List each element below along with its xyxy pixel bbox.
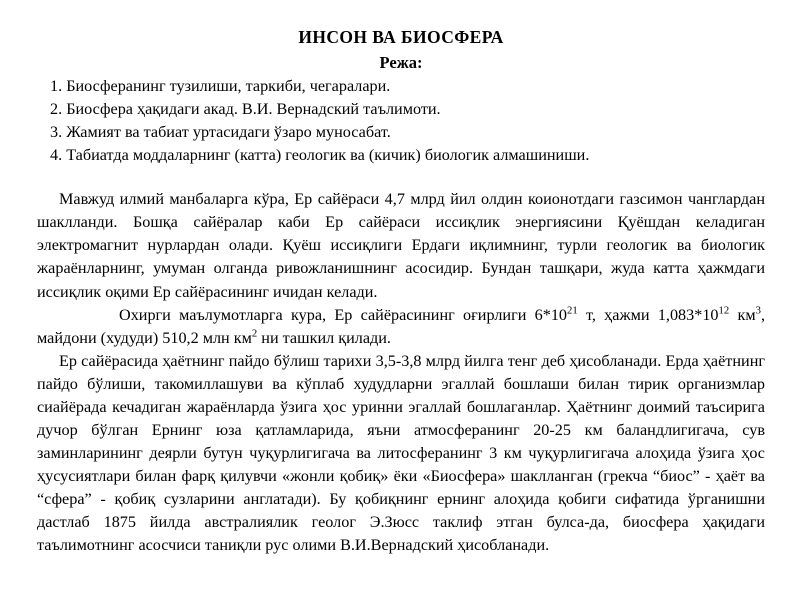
- list-item: 3. Жамият ва табиат уртасидаги ўзаро муносабат.: [50, 123, 391, 142]
- plan-list: [37, 75, 765, 167]
- paragraph-text-segment: Охирги маълумотларга кура, Ер сайёрасининг оғирлиги 6*10: [119, 305, 568, 324]
- exponent-cubic: 3: [755, 304, 761, 317]
- paragraph-earth-mass-volume: [37, 304, 765, 350]
- paragraph-text-segment: , майдони (худуди) 510,2 млн км: [37, 305, 765, 347]
- list-item: 1. Биосферанинг тузилиши, таркиби, чегаралари.: [50, 77, 391, 96]
- exponent-12: 12: [718, 304, 730, 317]
- paragraph-origin-of-earth: Мавжуд илмий манбаларга кўра, Ер сайёраси 4,7 млрд йил олдин коионотдаги газсимон чанглардан шаклланди. Бошқа сайёралар каби Ер сайёраси иссиқлик энергиясини Қуёшдан келадиган электромагнит нурлардан олади. Қуёш иссиқлиги Ердаги иқлимнинг, турли геологик ва биологик жараёнларнинг, умуман олганда ривожланишнинг асосидир. Бундан ташқари, жуда катта ҳажмдаги иссиқлик оқими Ер сайёрасининг ичидан келади.: [37, 190, 765, 301]
- plan-heading: Режа:: [379, 52, 423, 72]
- body-text: [37, 188, 765, 557]
- page-title: ИНСОН ВА БИОСФЕРА: [298, 27, 504, 47]
- list-item: 2. Биосфера ҳақидаги акад. В.И. Вернадский таълимоти.: [50, 100, 441, 119]
- paragraph-text-segment: км: [729, 305, 756, 324]
- exponent-square: 2: [251, 327, 258, 340]
- list-item: 4. Табиатда моддаларнинг (катта) геологик ва (кичик) биологик алмашиниши.: [50, 146, 590, 165]
- paragraph-biosphere-history: Ер сайёрасида ҳаётнинг пайдо бўлиш тарихи 3,5-3,8 млрд йилга тенг деб ҳисобланади. Ерда ҳаётнинг пайдо бўлиши, такомиллашуви ва кўплаб худудларни эгаллай бошлаши билан тирик организмлар сиайёрада кечадиган жараёнларда ўзига ҳос уринни эгаллай бошлаганлар. Ҳаётнинг доимий таъсирига дучор бўлган Ернинг юза қатламларида, яъни атмосферанинг 20-25 км баландлигигача, сув заминларининг деярли бутун чуқурлигигача ва литосферанинг 3 км чуқурлигигача алоҳида ўзига ҳос ҳусусиятлари билан фарқ қилувчи «жонли қобиқ» ёки «Биосфера» шаклланган (грекча “биос” - ҳаёт ва “сфера” - қобиқ сузларини англатади). Бу қобиқнинг ернинг алоҳида қобиги сифатида ўрганишни дастлаб 1875 йилда австралиялик геолог Э.Зюсс таклиф этган булса-да, биосфера ҳақидаги таълимотнинг асосчиси таниқли рус олими В.И.Вернадский ҳисобланади.: [37, 351, 765, 555]
- paragraph-text-segment: т, ҳажми 1,083*10: [577, 305, 719, 324]
- exponent-21: 21: [567, 304, 578, 317]
- paragraph-text-segment: ни ташкил қилади.: [257, 328, 391, 347]
